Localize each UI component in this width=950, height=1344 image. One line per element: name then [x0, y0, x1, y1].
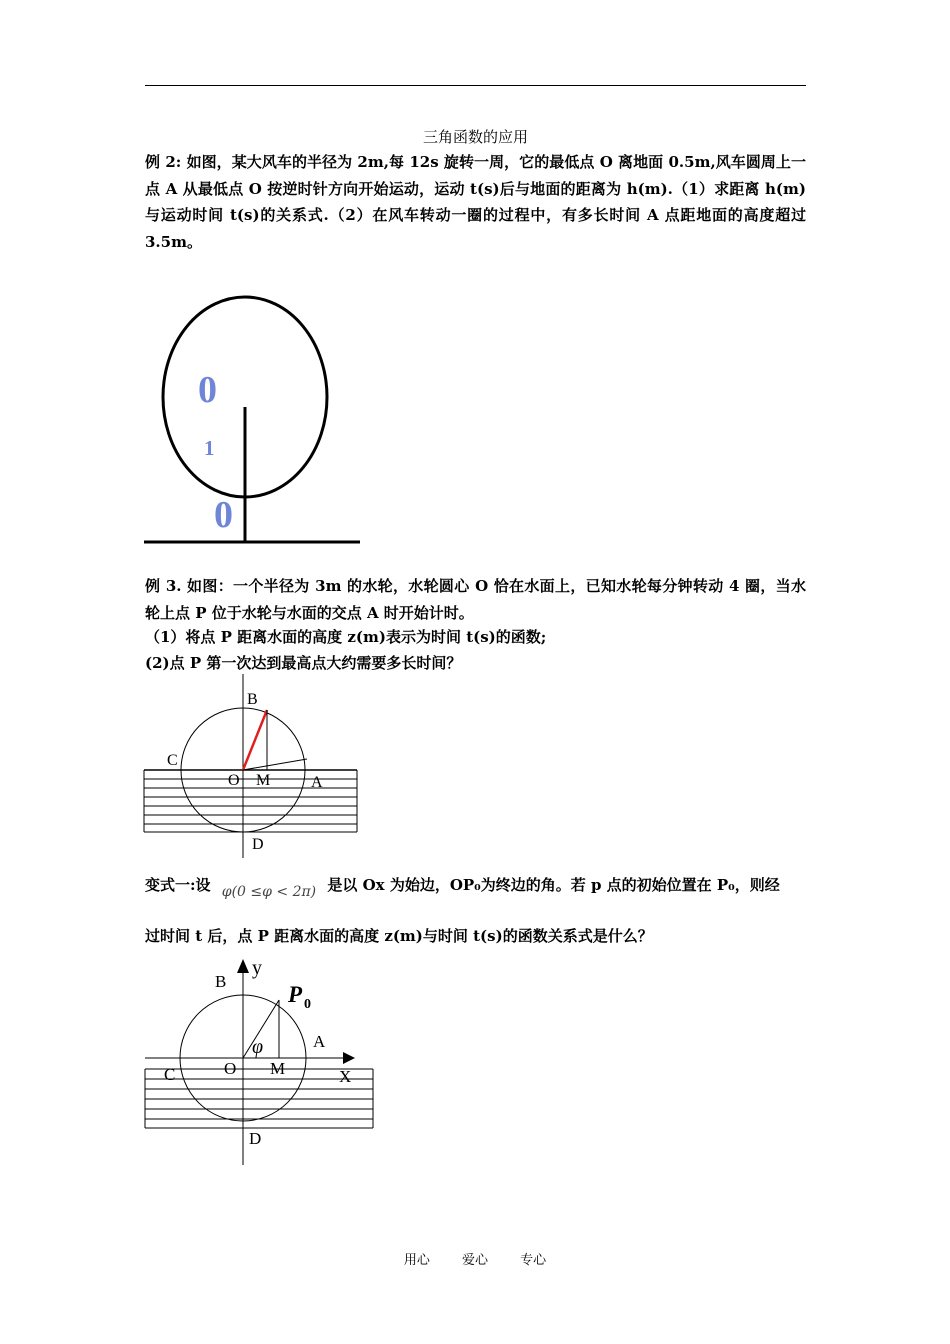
label-A: A: [313, 1032, 326, 1051]
label-mid: 1: [204, 436, 215, 460]
label-O: O: [228, 772, 240, 789]
variant-line-1: [145, 874, 780, 900]
example-3-q1: （1）将点 P 距离水面的高度 z(m)表示为时间 t(s)的函数;: [145, 628, 547, 646]
label-phi: φ: [252, 1036, 264, 1058]
label-top: 0: [198, 369, 217, 411]
radius-ob: [243, 710, 267, 770]
label-C: C: [164, 1065, 176, 1084]
water-wheel-figure: [140, 672, 365, 862]
variant-line-2: 过时间 t 后，点 P 距离水面的高度 z(m)与时间 t(s)的函数关系式是什么？: [145, 927, 653, 945]
example-2-text: 例 2: 如图，某大风车的半径为 2m,每 12s 旋转一周，它的最低点 O 离地面 0.5m,风车圆周上一点 A 从最低点 O 按逆时针方向开始运动，运动 t(s)后与地面的距离为 h(m).（1）求距离 h(m)与运动时间 t(s)的关系式.（2）在风车转动一圈的过程中，有多长时间 A 点距地面的高度超过 3.5m。: [145, 153, 806, 251]
windmill-figure: [140, 292, 370, 550]
header-rule: [145, 85, 806, 86]
radius-second: [243, 759, 307, 770]
footer-b: 爱心: [461, 1253, 488, 1268]
label-bottom: 0: [214, 494, 233, 536]
label-C: C: [167, 752, 178, 769]
example-3-q2: (2)点 P 第一次达到最高点大约需要多长时间？: [145, 654, 462, 672]
label-D: D: [249, 1129, 262, 1148]
page-footer: [0, 1249, 950, 1268]
label-P0-subscript: 0: [304, 997, 311, 1012]
page-title: 三角函数的应用: [422, 128, 528, 146]
label-O: O: [224, 1059, 237, 1078]
label-y: y: [252, 957, 262, 979]
label-B: B: [215, 972, 227, 991]
variant-formula: φ(0 ≤φ < 2π): [221, 884, 317, 900]
x-axis-arrow: [343, 1052, 355, 1064]
label-B: B: [247, 691, 258, 708]
label-X: X: [339, 1067, 352, 1086]
variant-prefix: 变式一:设: [145, 876, 211, 894]
label-A: A: [311, 774, 323, 791]
label-M: M: [270, 1059, 286, 1078]
footer-a: 用心: [403, 1253, 430, 1268]
y-axis-arrow: [237, 959, 249, 973]
label-M: M: [256, 772, 271, 789]
variant-suffix: 是以 Ox 为始边，OP₀为终边的角。若 p 点的初始位置在 P₀，则经: [327, 876, 780, 894]
coordinate-wheel-figure: [140, 955, 380, 1170]
label-D: D: [252, 836, 264, 853]
water-lines: [144, 779, 357, 832]
label-P0: P: [288, 982, 303, 1007]
example-3-text: 例 3. 如图：一个半径为 3m 的水轮，水轮圆心 O 恰在水面上，已知水轮每分钟转动 4 圈，当水轮上点 P 位于水轮与水面的交点 A 时开始计时。: [145, 577, 806, 622]
footer-c: 专心: [520, 1253, 547, 1268]
